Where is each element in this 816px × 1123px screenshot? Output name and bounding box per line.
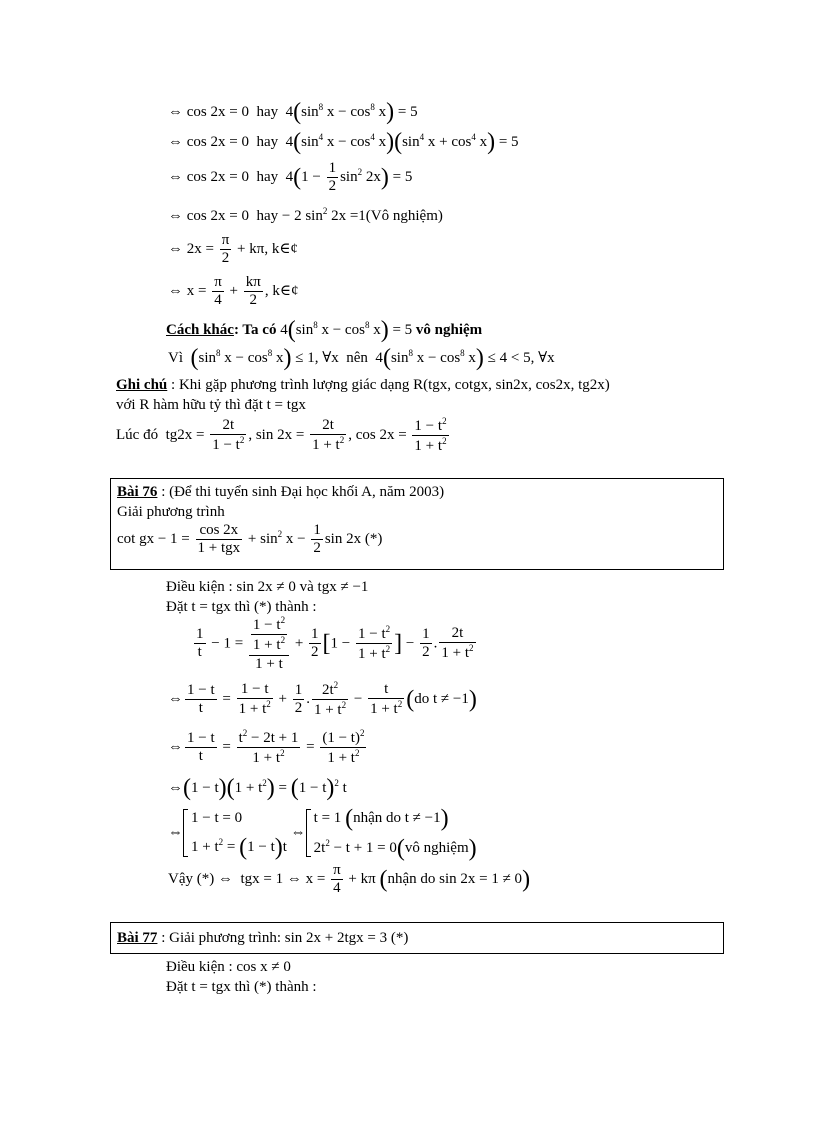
ghi-chu-line-1 — [116, 376, 610, 394]
bai-76-source: : (Để thi tuyển sinh Đại học khối A, năm 2003) — [157, 484, 445, 500]
bai-77-dat: Đặt t = tgx thì (*) thành : — [166, 979, 317, 995]
derivation-line-4: ⇔ cos 2x = 0 hay − 2 $\sin^2 2x$ =1(Vô nghiệm) — [168, 206, 443, 224]
bai-76-step-5: ⇔1 − t = 0 $1 + t^2 = (1 - t)t$ ⇔t = 1 (nhận do t ≠ −1) $2t^2 - t + 1$ = 0(vô nghiệm) — [168, 805, 477, 862]
bai-76-step-2: ⇔ $\frac{1 - t}{t}$ = $\frac{1 - t}{1 + t^2}$ + $\frac{1}{2}$ . $\frac{2t^2}{1 + t^2}$ − $\frac{t}{1 + t^2}$ (do t ≠ −1) — [168, 680, 477, 719]
derivation-line-3: ⇔ cos 2x = 0 hay 4(1 − $\frac{1}{2}$ $\sin^2 2x) = 5$ — [168, 160, 413, 195]
bai-76-step-1: $\frac{1}{t}$ − 1 = $\frac{\frac{1 - t^2}{1 + t^2}}{1 + t}$ + $\frac{1}{2}$ [1 − $\frac{1 - t^2}{1 + t^2}$ ] − $\frac{1}{2}$ . $\frac{2t}{1 + t^2}$ — [196, 615, 474, 672]
bai-77-title — [117, 929, 408, 947]
ghi-chu-line-3: Lúc đó tg2x = $\frac{2t}{1 - t^2}$ , sin 2x = $\frac{2t}{1 + t^2}$ , cos 2x = $\frac{1 - t^2}{1 + t^2}$ — [116, 416, 447, 455]
ghi-chu-text-1: : Khi gặp phương trình lượng giác dạng R(tgx, cotgx, sin2x, cos2x, tg2x) — [167, 377, 610, 393]
ghi-chu-label: Ghi chú — [116, 377, 168, 393]
ghi-chu-line-2: với R hàm hữu tỷ thì đặt t = tgx — [116, 397, 306, 413]
derivation-line-5: ⇔ 2x = $\frac{\pi}{2}$ + kπ, k∈¢ — [168, 232, 298, 267]
bai-77-label: Bài 77 — [117, 930, 158, 946]
bai-76-label: Bài 76 — [117, 484, 158, 500]
bai-76-step-3: ⇔ $\frac{1 - t}{t}$ = $\frac{t^2 - 2t + 1}{1 + t^2}$ = $\frac{(1 - t)^2}{1 + t^2}$ — [168, 728, 365, 767]
derivation-line-1: ⇔ cos 2x = 0 hay $4(\sin^8$ $x - \cos^8 x) = 5$ — [168, 99, 418, 125]
bai-76-conclusion: Vậy (*) ⇔ tgx = 1 ⇔ x = $\frac{\pi}{4}$ + kπ (nhận do sin 2x = 1 ≠ 0) — [168, 862, 531, 897]
derivation-line-6: ⇔ x = $\frac{\pi}{4}$ + $\frac{k\pi}{2}$ , k∈¢ — [168, 274, 299, 309]
bai-77-text: : Giải phương trình: sin 2x + 2tgx = 3 (*) — [157, 930, 409, 946]
bai-76-prompt: Giải phương trình — [117, 504, 225, 520]
bai-77-dieu-kien: Điều kiện : cos x ≠ 0 — [166, 959, 291, 975]
bai-76-step-4: ⇔(1 − $t)(1 + t^2) = (1 - t)^2$ t — [168, 775, 347, 801]
bai-76-dat: Đặt t = tgx thì (*) thành : — [166, 599, 317, 615]
cach-khac-line: Cách khác: Ta có $4(\sin^8$ $x - \cos^8 x) = 5$ vô nghiệm — [166, 317, 483, 343]
derivation-line-2: ⇔ cos 2x = 0 hay $4(\sin^4$ $x - \cos^4 x)(\sin^4$ $x + \cos^4 x) = 5$ — [168, 129, 519, 155]
cach-khac-reason: Vì ($\sin^8$ $x - \cos^8 x) \le 1$, ∀x nên $4(\sin^8$ $x - \cos^8 x) \le 4 < 5$, ∀x — [168, 345, 555, 371]
bai-76-equation: cot gx − 1 = $\frac{\cos 2x}{\text{1 + tgx}}$ + $\sin^2 x$ − $\frac{1}{2}$ sin 2x (*) — [117, 522, 383, 557]
bai-76-title — [117, 483, 444, 501]
bai-76-dieu-kien: Điều kiện : sin 2x ≠ 0 và tgx ≠ −1 — [166, 579, 369, 595]
cach-khac-label: Cách khác — [166, 321, 234, 338]
